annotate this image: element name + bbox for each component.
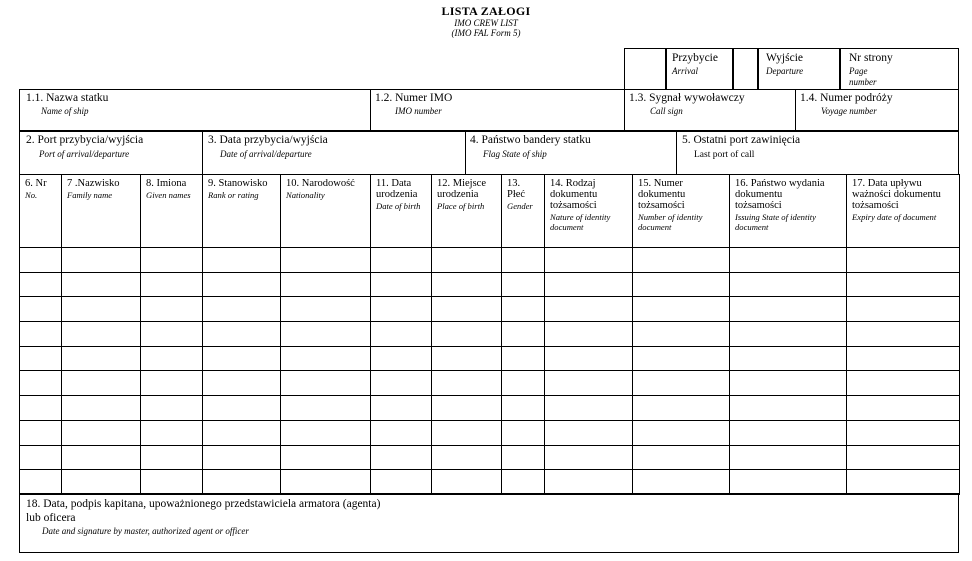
- table-cell[interactable]: [432, 322, 502, 347]
- table-cell[interactable]: [141, 371, 203, 396]
- arrival-date-field[interactable]: [202, 131, 465, 175]
- arrival-label-box: [666, 48, 733, 90]
- table-row: [20, 248, 960, 273]
- table-cell[interactable]: [545, 420, 633, 445]
- table-cell[interactable]: [730, 272, 847, 297]
- column-header: [633, 175, 730, 248]
- flag-state-label: 4. Państwo bandery statku: [470, 134, 591, 146]
- table-cell[interactable]: [633, 420, 730, 445]
- table-cell[interactable]: [432, 297, 502, 322]
- port-label: 2. Port przybycia/wyjścia: [26, 134, 144, 146]
- page-number-box[interactable]: [840, 48, 959, 90]
- column-header-label: tożsamości: [735, 200, 782, 211]
- column-header-sublabel: Rank or rating: [208, 190, 259, 200]
- table-cell[interactable]: [633, 272, 730, 297]
- table-cell[interactable]: [633, 396, 730, 421]
- imo-number-label: 1.2. Numer IMO: [375, 92, 453, 104]
- column-header-label: ważności dokumentu: [852, 189, 941, 200]
- table-cell[interactable]: [730, 297, 847, 322]
- table-cell[interactable]: [545, 272, 633, 297]
- crew-table-body: [20, 248, 960, 495]
- table-cell[interactable]: [432, 420, 502, 445]
- flag-state-sublabel: Flag State of ship: [483, 149, 547, 159]
- signature-sublabel: Date and signature by master, authorized agent or officer: [42, 526, 249, 536]
- table-cell[interactable]: [141, 445, 203, 470]
- page-number-sublabel-2: number: [849, 77, 877, 87]
- table-cell[interactable]: [20, 322, 62, 347]
- table-cell[interactable]: [281, 322, 371, 347]
- table-cell[interactable]: [502, 272, 545, 297]
- table-cell[interactable]: [62, 371, 141, 396]
- table-row: [20, 322, 960, 347]
- page-number-sublabel-1: Page: [849, 66, 868, 76]
- ship-name-field[interactable]: [19, 89, 370, 131]
- table-cell[interactable]: [633, 470, 730, 495]
- table-row: [20, 297, 960, 322]
- table-cell[interactable]: [141, 322, 203, 347]
- port-sublabel: Port of arrival/departure: [39, 149, 130, 159]
- table-row: [20, 420, 960, 445]
- form-header: [0, 4, 972, 38]
- last-port-label: 5. Ostatni port zawinięcia: [682, 134, 801, 146]
- table-cell[interactable]: [141, 272, 203, 297]
- column-header-sublabel: Nationality: [286, 190, 325, 200]
- column-header-sublabel: Given names: [146, 190, 191, 200]
- column-header-label: 10. Narodowość: [286, 178, 355, 189]
- table-cell[interactable]: [847, 346, 960, 371]
- table-cell[interactable]: [502, 420, 545, 445]
- table-cell[interactable]: [730, 248, 847, 273]
- table-cell[interactable]: [502, 371, 545, 396]
- table-cell[interactable]: [730, 396, 847, 421]
- form-title: LISTA ZAŁOGI: [441, 4, 531, 18]
- table-cell[interactable]: [730, 445, 847, 470]
- table-cell[interactable]: [545, 248, 633, 273]
- table-cell[interactable]: [371, 346, 432, 371]
- table-cell[interactable]: [62, 445, 141, 470]
- table-cell[interactable]: [432, 396, 502, 421]
- column-header-label: dokumentu: [550, 189, 598, 200]
- table-row: [20, 396, 960, 421]
- table-cell[interactable]: [62, 420, 141, 445]
- column-header: [502, 175, 545, 248]
- table-cell[interactable]: [281, 272, 371, 297]
- table-cell[interactable]: [847, 272, 960, 297]
- column-header: [730, 175, 847, 248]
- column-header-label: 9. Stanowisko: [208, 178, 268, 189]
- table-cell[interactable]: [847, 297, 960, 322]
- table-cell[interactable]: [730, 371, 847, 396]
- table-cell[interactable]: [371, 272, 432, 297]
- crew-table: [19, 174, 960, 495]
- voyage-number-label: 1.4. Numer podróży: [800, 92, 893, 104]
- ship-name-label: 1.1. Nazwa statku: [26, 92, 109, 104]
- table-cell[interactable]: [62, 470, 141, 495]
- table-cell[interactable]: [371, 371, 432, 396]
- column-header: [62, 175, 141, 248]
- column-header-label: tożsamości: [550, 200, 597, 211]
- column-header-label: 7 .Nazwisko: [67, 178, 120, 189]
- table-cell[interactable]: [281, 346, 371, 371]
- column-header-sublabel: Expiry date of document: [852, 212, 937, 222]
- table-cell[interactable]: [281, 420, 371, 445]
- table-cell[interactable]: [20, 272, 62, 297]
- table-cell[interactable]: [545, 346, 633, 371]
- table-cell[interactable]: [281, 445, 371, 470]
- column-header-sublabel: Family name: [67, 190, 113, 200]
- table-cell[interactable]: [281, 371, 371, 396]
- table-row: [20, 371, 960, 396]
- table-cell[interactable]: [633, 297, 730, 322]
- column-header-sublabel: Place of birth: [437, 201, 485, 211]
- table-cell[interactable]: [847, 322, 960, 347]
- table-row: [20, 470, 960, 495]
- table-cell[interactable]: [203, 470, 281, 495]
- column-header-label: 11. Data: [376, 178, 412, 189]
- table-cell[interactable]: [203, 272, 281, 297]
- column-header: [20, 175, 62, 248]
- table-cell[interactable]: [20, 396, 62, 421]
- table-cell[interactable]: [432, 248, 502, 273]
- column-header: [847, 175, 960, 248]
- crew-table-header: [20, 175, 960, 248]
- table-row: [20, 346, 960, 371]
- arrival-sublabel: Arrival: [672, 66, 698, 76]
- form-subtitle-english: IMO CREW LIST: [454, 18, 518, 28]
- arrival-checkbox[interactable]: [624, 48, 666, 90]
- table-cell[interactable]: [545, 470, 633, 495]
- voyage-number-sublabel: Voyage number: [821, 106, 877, 116]
- departure-sublabel: Departure: [766, 66, 804, 76]
- table-cell[interactable]: [203, 297, 281, 322]
- table-cell[interactable]: [502, 346, 545, 371]
- column-header: [545, 175, 633, 248]
- table-cell[interactable]: [847, 470, 960, 495]
- column-header-label: 15. Numer: [638, 178, 683, 189]
- column-header-sublabel: No.: [25, 190, 38, 200]
- table-cell[interactable]: [371, 470, 432, 495]
- table-cell[interactable]: [141, 297, 203, 322]
- table-cell[interactable]: [847, 396, 960, 421]
- table-cell[interactable]: [141, 420, 203, 445]
- table-cell[interactable]: [203, 248, 281, 273]
- table-cell[interactable]: [371, 445, 432, 470]
- arrival-date-label: 3. Data przybycia/wyjścia: [208, 134, 328, 146]
- arrival-date-sublabel: Date of arrival/departure: [220, 149, 312, 159]
- table-cell[interactable]: [62, 346, 141, 371]
- column-header-label: 12. Miejsce: [437, 178, 486, 189]
- page-number-label: Nr strony: [849, 52, 893, 64]
- ship-name-sublabel: Name of ship: [41, 106, 89, 116]
- table-cell[interactable]: [847, 420, 960, 445]
- table-cell[interactable]: [847, 371, 960, 396]
- table-cell[interactable]: [633, 371, 730, 396]
- departure-label: Wyjście: [766, 52, 803, 64]
- table-cell[interactable]: [20, 445, 62, 470]
- table-row: [20, 445, 960, 470]
- table-cell[interactable]: [141, 346, 203, 371]
- port-field[interactable]: [19, 131, 202, 175]
- form-subtitle-fal: (IMO FAL Form 5): [451, 28, 521, 38]
- call-sign-field[interactable]: [624, 89, 795, 131]
- table-cell[interactable]: [730, 322, 847, 347]
- table-cell[interactable]: [502, 248, 545, 273]
- table-cell[interactable]: [730, 346, 847, 371]
- table-cell[interactable]: [281, 248, 371, 273]
- table-cell[interactable]: [545, 445, 633, 470]
- last-port-field[interactable]: [676, 131, 959, 175]
- table-cell[interactable]: [633, 322, 730, 347]
- table-cell[interactable]: [432, 346, 502, 371]
- table-cell[interactable]: [502, 445, 545, 470]
- table-cell[interactable]: [203, 346, 281, 371]
- imo-number-sublabel: IMO number: [395, 106, 442, 116]
- table-cell[interactable]: [502, 297, 545, 322]
- table-cell[interactable]: [545, 322, 633, 347]
- last-port-sublabel: Last port of call: [694, 150, 755, 160]
- column-header-label: 8. Imiona: [146, 178, 187, 189]
- table-cell[interactable]: [633, 346, 730, 371]
- table-cell[interactable]: [281, 396, 371, 421]
- table-cell[interactable]: [62, 297, 141, 322]
- table-cell[interactable]: [502, 396, 545, 421]
- column-header: [371, 175, 432, 248]
- table-cell[interactable]: [141, 470, 203, 495]
- column-header-label: dokumentu: [735, 189, 783, 200]
- table-cell[interactable]: [847, 248, 960, 273]
- table-cell[interactable]: [432, 371, 502, 396]
- departure-label-box: [758, 48, 840, 90]
- signature-field[interactable]: [19, 493, 959, 553]
- table-cell[interactable]: [633, 248, 730, 273]
- column-header-label: tożsamości: [638, 200, 685, 211]
- column-header-label: urodzenia: [376, 189, 418, 200]
- signature-label-line1: 18. Data, podpis kapitana, upoważnionego przedstawiciela armatora (agenta): [26, 498, 381, 510]
- table-cell[interactable]: [281, 470, 371, 495]
- column-header: [203, 175, 281, 248]
- table-cell[interactable]: [432, 272, 502, 297]
- table-cell[interactable]: [203, 322, 281, 347]
- table-cell[interactable]: [545, 396, 633, 421]
- flag-state-field[interactable]: [465, 131, 676, 175]
- table-cell[interactable]: [203, 396, 281, 421]
- table-cell[interactable]: [62, 272, 141, 297]
- table-cell[interactable]: [371, 420, 432, 445]
- table-cell[interactable]: [371, 297, 432, 322]
- voyage-number-field[interactable]: [795, 89, 959, 131]
- table-cell[interactable]: [62, 322, 141, 347]
- column-header: [281, 175, 371, 248]
- call-sign-label: 1.3. Sygnał wywoławczy: [629, 92, 745, 104]
- table-cell[interactable]: [203, 420, 281, 445]
- column-header: [141, 175, 203, 248]
- departure-checkbox[interactable]: [733, 48, 758, 90]
- table-cell[interactable]: [203, 371, 281, 396]
- table-cell[interactable]: [371, 322, 432, 347]
- column-header-label: 17. Data upływu: [852, 178, 922, 189]
- column-header-label: 6. Nr: [25, 178, 47, 189]
- signature-label-line2: lub oficera: [26, 512, 76, 524]
- column-header: [432, 175, 502, 248]
- table-cell[interactable]: [371, 396, 432, 421]
- arrival-label: Przybycie: [672, 52, 718, 64]
- column-header-label: 16. Państwo wydania: [735, 178, 825, 189]
- column-header-sublabel: Issuing State of identity document: [735, 212, 816, 232]
- column-header-label: Płeć: [507, 189, 526, 200]
- column-header-label: 14. Rodzaj: [550, 178, 596, 189]
- table-cell[interactable]: [141, 248, 203, 273]
- table-cell[interactable]: [432, 445, 502, 470]
- table-cell[interactable]: [20, 420, 62, 445]
- table-cell[interactable]: [502, 470, 545, 495]
- column-header-sublabel: Number of identity document: [638, 212, 703, 232]
- column-header-label: dokumentu: [638, 189, 686, 200]
- table-cell[interactable]: [730, 420, 847, 445]
- table-cell[interactable]: [545, 371, 633, 396]
- table-cell[interactable]: [62, 396, 141, 421]
- table-row: [20, 272, 960, 297]
- imo-number-field[interactable]: [370, 89, 624, 131]
- table-cell[interactable]: [545, 297, 633, 322]
- table-cell[interactable]: [371, 248, 432, 273]
- column-header-sublabel: Gender: [507, 201, 533, 211]
- column-header-label: 13.: [507, 178, 521, 189]
- table-cell[interactable]: [141, 396, 203, 421]
- table-cell[interactable]: [62, 248, 141, 273]
- table-cell[interactable]: [847, 445, 960, 470]
- table-cell[interactable]: [20, 248, 62, 273]
- table-cell[interactable]: [20, 470, 62, 495]
- table-cell[interactable]: [730, 470, 847, 495]
- column-header-label: urodzenia: [437, 189, 479, 200]
- table-cell[interactable]: [281, 297, 371, 322]
- column-header-sublabel: Date of birth: [376, 201, 421, 211]
- column-header-sublabel: Nature of identity document: [550, 212, 611, 232]
- table-cell[interactable]: [502, 322, 545, 347]
- table-cell[interactable]: [633, 445, 730, 470]
- column-header-label: tożsamości: [852, 200, 899, 211]
- table-cell[interactable]: [203, 445, 281, 470]
- table-cell[interactable]: [20, 297, 62, 322]
- call-sign-sublabel: Call sign: [650, 106, 683, 116]
- table-cell[interactable]: [20, 346, 62, 371]
- table-cell[interactable]: [432, 470, 502, 495]
- table-cell[interactable]: [20, 371, 62, 396]
